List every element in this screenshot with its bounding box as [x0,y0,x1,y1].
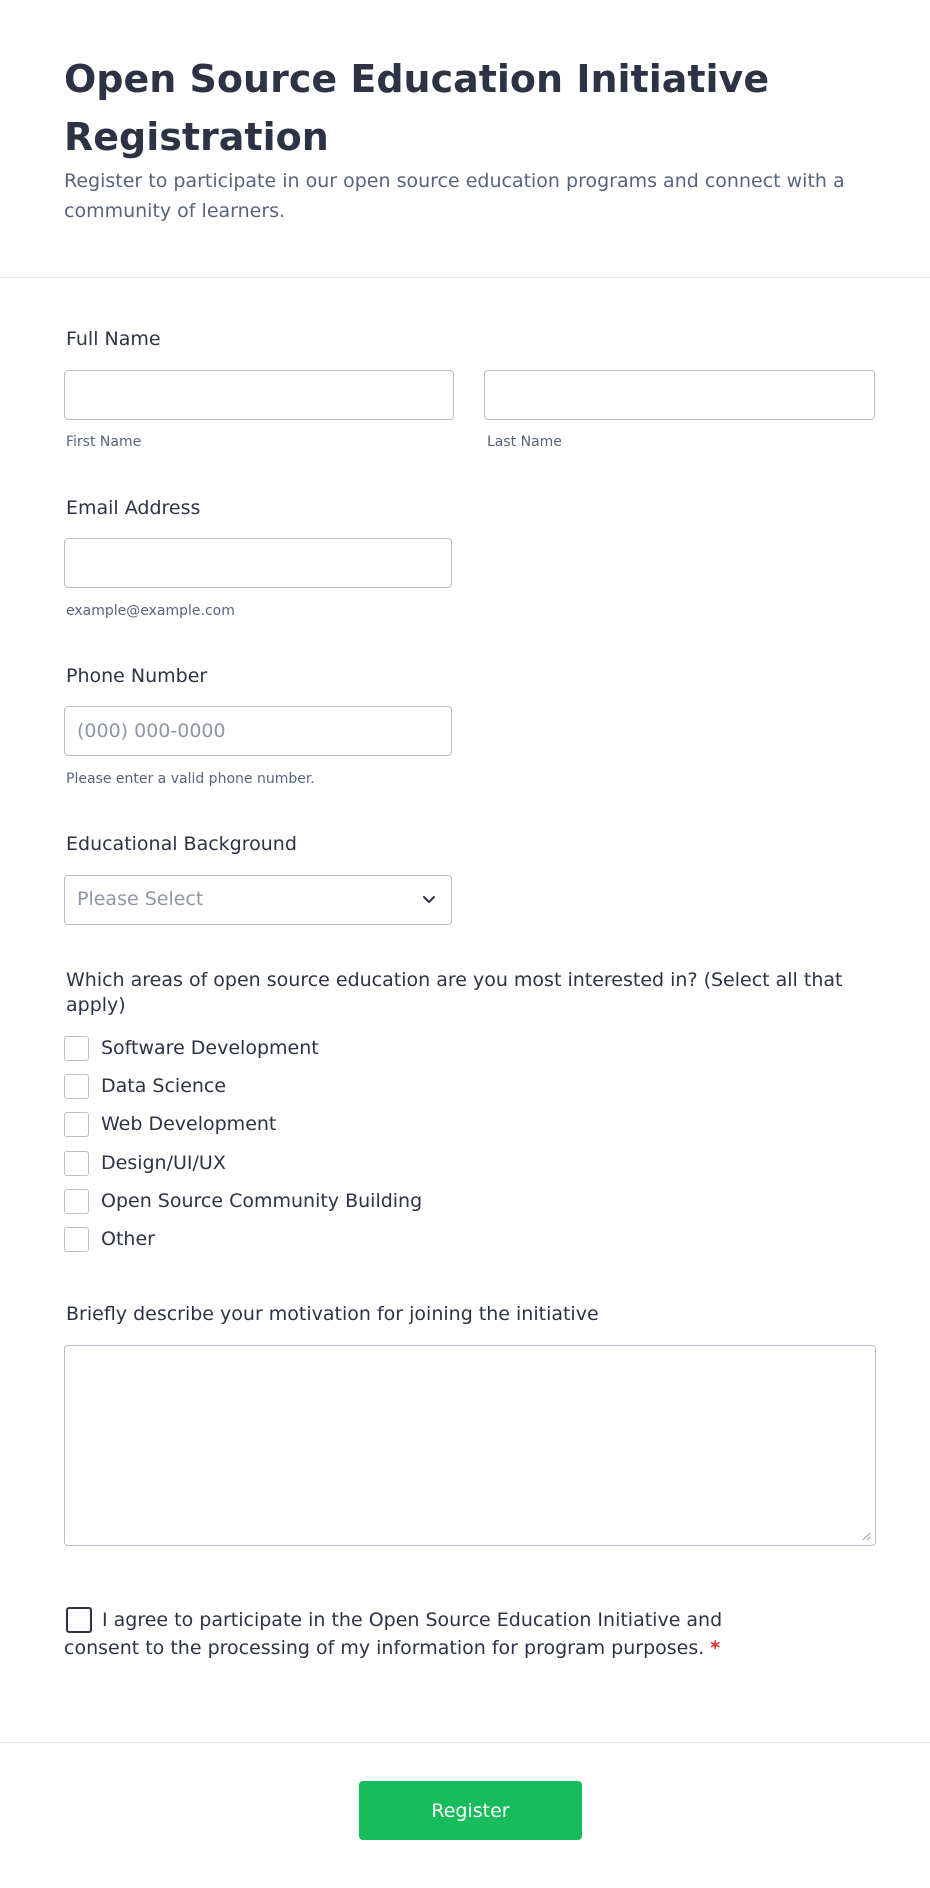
required-mark: * [710,1637,721,1659]
consent-text: I agree to participate in the Open Source Education Initiative and consent to the processing of my information for program purposes. [64,1609,723,1659]
checkbox[interactable] [64,1112,89,1137]
page-subtitle: Register to participate in our open source education programs and connect with a community of learners. [64,170,845,222]
checkbox[interactable] [64,1151,89,1176]
resize-handle-icon[interactable] [861,1531,871,1541]
register-button[interactable]: Register [359,1781,582,1840]
checkbox[interactable] [64,1074,89,1099]
email-label: Email Address [66,497,201,519]
motivation-label: Briefly describe your motivation for joining the initiative [66,1303,599,1325]
education-label: Educational Background [66,833,297,855]
checkbox-label: Software Development [101,1037,319,1059]
checkbox[interactable] [64,1036,89,1061]
checkbox-label: Open Source Community Building [101,1190,423,1212]
checkbox[interactable] [64,1227,89,1252]
page-title: Open Source Education Initiative Registration [64,57,770,159]
checkbox-label: Data Science [101,1075,227,1097]
email-sublabel: example@example.com [66,603,235,619]
education-select[interactable] [64,875,452,925]
checkbox-label: Web Development [101,1113,277,1135]
interests-question: Which areas of open source education are you most interested in? (Select all that apply) [66,969,843,1016]
full-name-label: Full Name [66,328,161,350]
first-name-sublabel: First Name [66,434,142,450]
checkbox-label: Other [101,1228,155,1250]
form-header [0,0,930,278]
checkbox-label: Design/UI/UX [101,1152,226,1174]
education-selected-value: Please Select [77,888,204,910]
consent-label [64,1606,784,1662]
email-input[interactable] [64,538,452,588]
last-name-sublabel: Last Name [487,434,562,450]
phone-label: Phone Number [66,665,208,687]
motivation-textarea[interactable] [64,1345,876,1546]
last-name-input[interactable] [484,370,875,420]
phone-input[interactable] [64,706,452,756]
first-name-input[interactable] [64,370,454,420]
checkbox[interactable] [64,1189,89,1214]
chevron-down-icon [421,891,437,907]
phone-sublabel: Please enter a valid phone number. [66,771,315,787]
